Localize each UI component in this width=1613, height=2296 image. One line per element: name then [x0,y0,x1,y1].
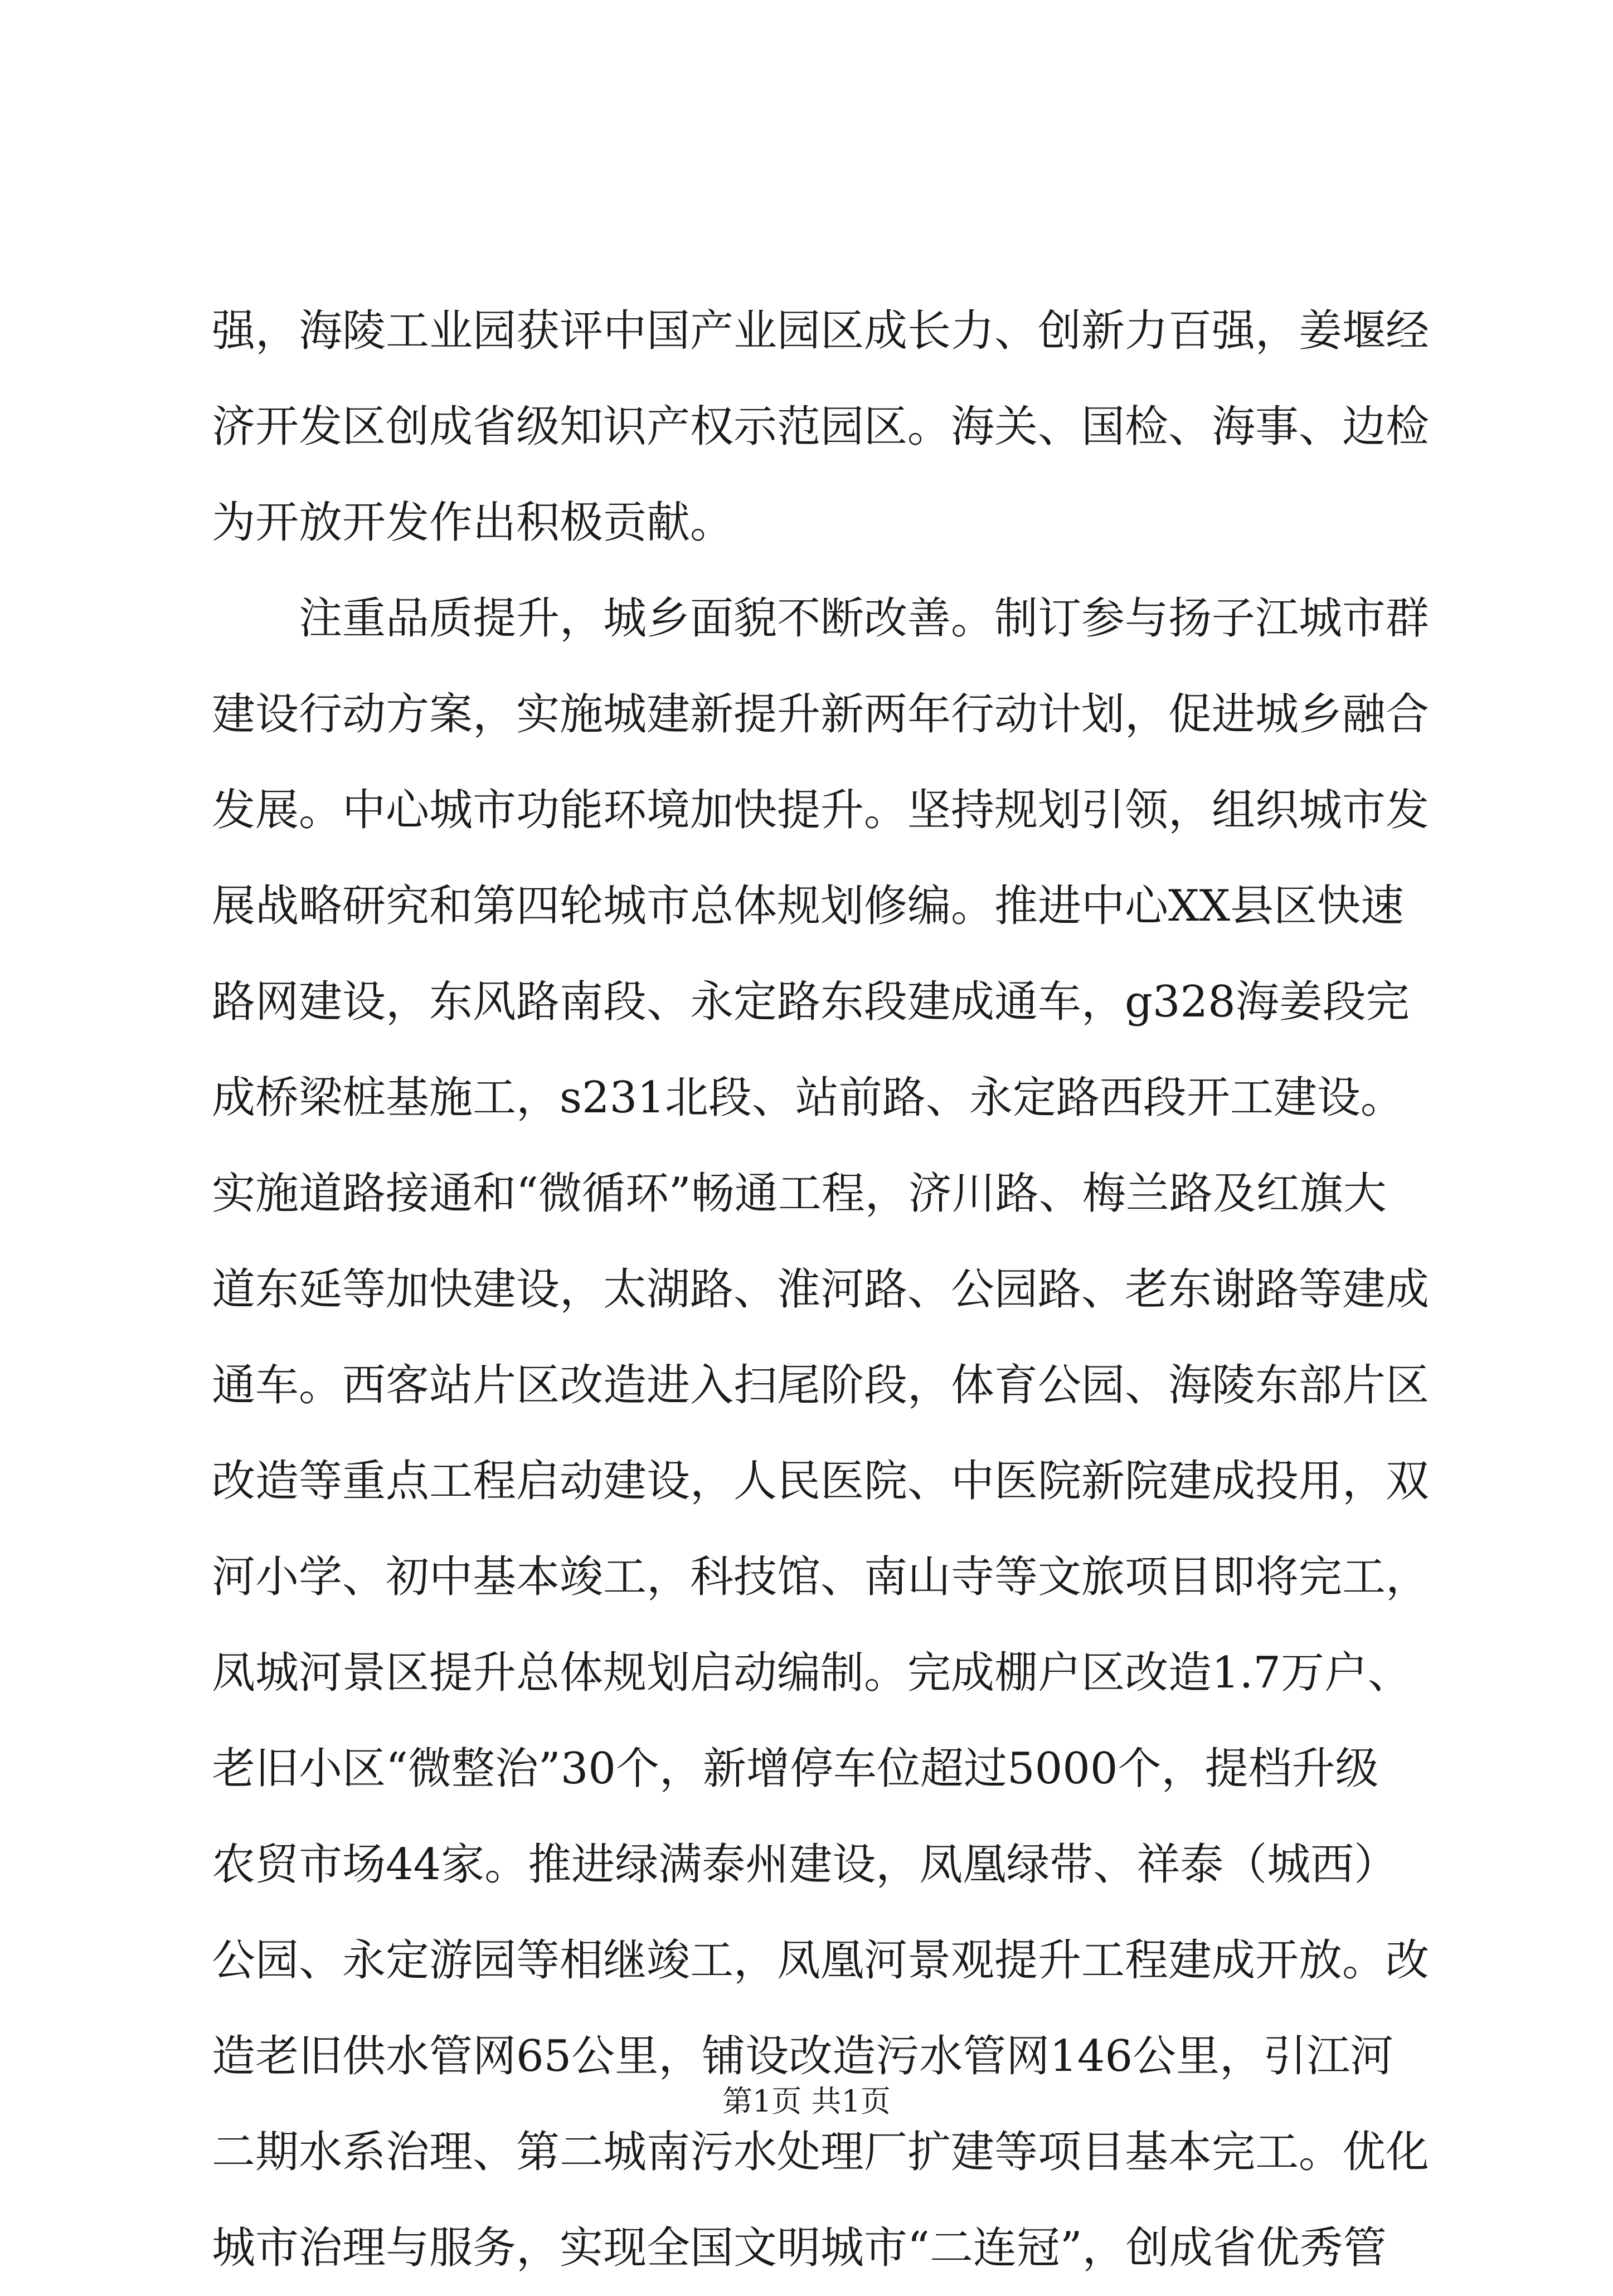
text-line: 通车。西客站片区改造进入扫尾阶段，体育公园、海陵东部片区 [212,1360,1430,1410]
text-line: 强，海陵工业园获评中国产业园区成长力、创新力百强，姜堰经 [212,306,1430,356]
page-number: 第1页 共1页 [722,2084,891,2119]
text-line: 老旧小区“微整治”30个，新增停车位超过5000个，提档升级 [212,1744,1379,1794]
text-line: 凤城河景区提升总体规划启动编制。完成棚户区改造1.7万户、 [212,1648,1412,1698]
text-line: 造老旧供水管网65公里，铺设改造污水管网146公里，引江河 [212,2031,1394,2081]
text-line: 城市治理与服务，实现全国文明城市“二连冠”，创成省优秀管 [212,2223,1387,2273]
document-body [212,283,1430,2296]
text-line: 农贸市场44家。推进绿满泰州建设，凤凰绿带、祥泰（城西） [212,1840,1398,1890]
page-footer [0,2082,1613,2121]
text-line: 道东延等加快建设，太湖路、淮河路、公园路、老东谢路等建成 [212,1264,1430,1315]
text-line: 济开发区创成省级知识产权示范园区。海关、国检、海事、边检 [212,402,1430,452]
paragraph-first-line: 注重品质提升，城乡面貌不断改善。制订参与扬子江城市群 [299,594,1430,644]
text-line: 实施道路接通和“微循环”畅通工程，济川路、梅兰路及红旗大 [212,1169,1387,1219]
text-line: 成桥梁桩基施工，s231北段、站前路、永定路西段开工建设。 [212,1073,1404,1123]
text-line: 河小学、初中基本竣工，科技馆、南山寺等文旅项目即将完工， [212,1552,1430,1602]
text-line: 建设行动方案，实施城建新提升新两年行动计划，促进城乡融合 [212,689,1430,740]
text-line: 为开放开发作出积极贡献。 [212,498,734,548]
text-line: 展战略研究和第四轮城市总体规划修编。推进中心XX县区快速 [212,881,1405,931]
text-line: 路网建设，东风路南段、永定路东段建成通车，g328海姜段完 [212,977,1410,1027]
text-line: 改造等重点工程启动建设，人民医院、中医院新院建成投用，双 [212,1456,1430,1506]
text-line: 公园、永定游园等相继竣工，凤凰河景观提升工程建成开放。改 [212,1935,1430,1986]
text-line: 二期水系治理、第二城南污水处理厂扩建等项目基本完工。优化 [212,2127,1430,2177]
text-line: 发展。中心城市功能环境加快提升。坚持规划引领，组织城市发 [212,785,1430,835]
